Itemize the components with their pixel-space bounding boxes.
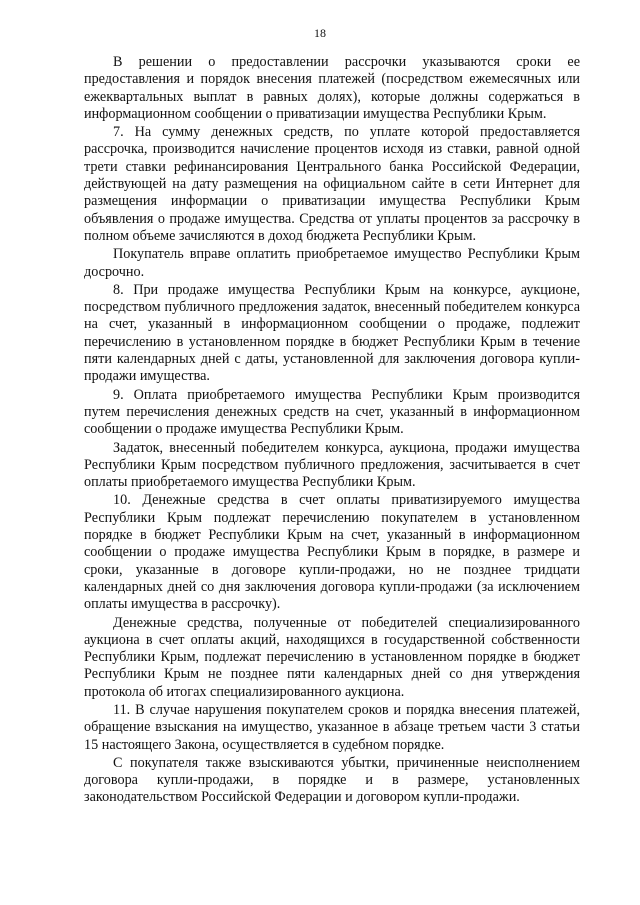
paragraph-early-payment: Покупатель вправе оплатить приобретаемое имущество Республики Крым досрочно. (84, 246, 580, 280)
page-number: 18 (314, 26, 326, 40)
body-text (84, 54, 580, 808)
paragraph-8-deposit: 8. При продаже имущества Республики Крым на конкурсе, аукционе, посредством публичного предложения задаток, внесенный победителем конкурса на счет, указанный в информационном сообщении о продаже, подлежит перечислению в установленном порядке в бюджет Республики Крым в течение пяти календарных дней с даты, установленной для заключения договора купли-продажи имущества. (84, 281, 580, 385)
paragraph-9-payment: 9. Оплата приобретаемого имущества Республики Крым производится путем перечисления денежных средств на счет, указанный в информационном сообщении о продаже имущества Республики Крым. (84, 386, 580, 438)
paragraph-11-violation: 11. В случае нарушения покупателем сроков и порядка внесения платежей, обращение взыскания на имущество, указанное в абзаце третьем части 3 статьи 15 настоящего Закона, осуществляется в судебном порядке. (84, 701, 580, 753)
paragraph-10-funds: 10. Денежные средства в счет оплаты приватизируемого имущества Республики Крым подлежат перечислению покупателем в установленном порядке в бюджет Республики Крым на счет, указанный в информационном сообщении о продаже имущества Республики Крым в порядке, в размере и сроки, указанные в договоре купли-продажи, но не позднее тридцати календарных дней со дня заключения договора купли-продажи (за исключением оплаты имущества в рассрочку). (84, 492, 580, 613)
paragraph-auction-funds: Денежные средства, полученные от победителей специализированного аукциона в счет оплаты акций, находящихся в государственной собственности Республики Крым, подлежат перечислению в установленном порядке в бюджет Республики Крым не позднее пяти календарных дней со дня утверждения протокола об итогах специализированного аукциона. (84, 614, 580, 700)
paragraph-deposit-credit: Задаток, внесенный победителем конкурса, аукциона, продажи имущества Республики Крым посредством публичного предложения, засчитывается в счет оплаты приобретаемого имущества Республики Крым. (84, 439, 580, 491)
paragraph-damages: С покупателя также взыскиваются убытки, причиненные неисполнением договора купли-продажи, в порядке и в размере, установленных законодательством Российской Федерации и договором купли-продажи. (84, 754, 580, 806)
paragraph-installment-terms: В решении о предоставлении рассрочки указываются сроки ее предоставления и порядок внесения платежей (посредством ежемесячных или ежеквартальных выплат в равных долях), которые должны содержаться в информационном сообщении о приватизации имущества Республики Крым. (84, 54, 580, 122)
paragraph-7-interest: 7. На сумму денежных средств, по уплате которой предоставляется рассрочка, производится начисление процентов исходя из ставки, равной одной трети ставки рефинансирования Центрального банка Российской Федерации, действующей на дату размещения на официальном сайте в сети Интернет для размещения информации о приватизации имущества Республики Крым объявления о продаже имущества. Средства от уплаты процентов за рассрочку в полном объеме зачисляются в доход бюджета Республики Крым. (84, 124, 580, 244)
